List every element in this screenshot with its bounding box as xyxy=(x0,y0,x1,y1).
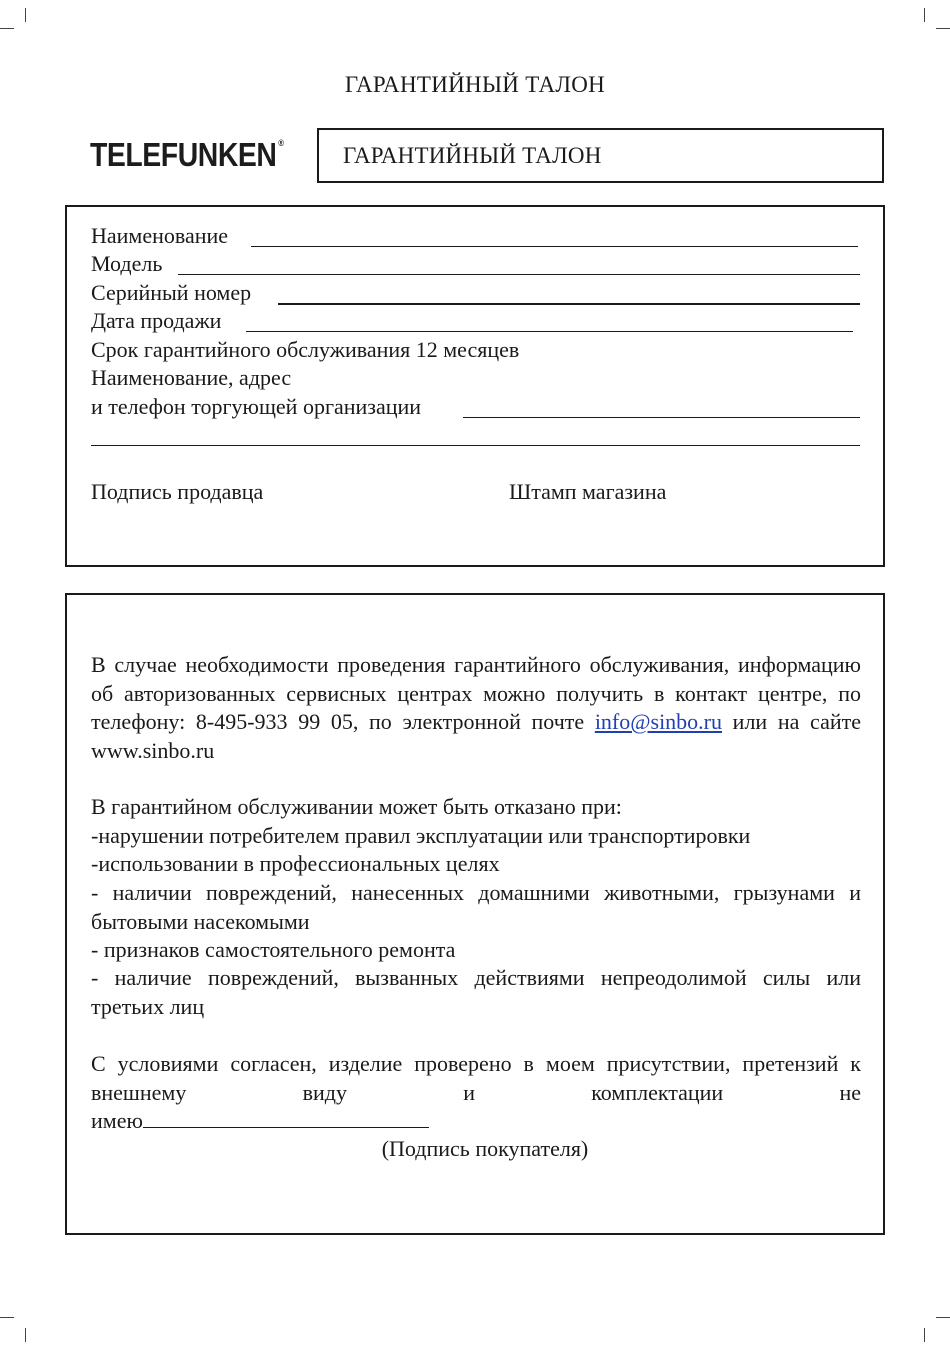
refusal-item: - наличии повреждений, нанесенных домашними животными, грызунами и бытовыми насекомыми xyxy=(91,880,861,934)
org-extra-fill-line[interactable] xyxy=(91,445,860,446)
seller-signature-label: Подпись продавца xyxy=(91,479,264,504)
email-link[interactable]: info@sinbo.ru xyxy=(594,709,723,734)
warranty-period: Срок гарантийного обслуживания 12 месяцев xyxy=(91,337,520,362)
sale-date-fill-line[interactable] xyxy=(246,331,853,332)
crop-mark xyxy=(936,1317,950,1318)
crop-mark xyxy=(924,1328,925,1342)
serial-label: Серийный номер xyxy=(91,280,252,305)
refusal-item: -использовании в профессиональных целях xyxy=(91,851,500,876)
header-box-title: ГАРАНТИЙНЫЙ ТАЛОН xyxy=(343,143,602,168)
refusal-item: -нарушении потребителем правил эксплуатации или транспортировки xyxy=(91,823,751,848)
refusal-item: - признаков самостоятельного ремонта xyxy=(91,937,456,962)
crop-mark xyxy=(25,8,26,22)
name-fill-line[interactable] xyxy=(251,246,858,247)
org-label-line2: и телефон торгующей организации xyxy=(91,394,422,419)
org-label-line1: Наименование, адрес xyxy=(91,365,292,390)
service-text: В случае необходимости проведения гарантийного обслуживания, информацию об авторизованных сервисных центрах можно получить в контакт центре, по телефону: 8-495-933 99 05, по электронной почте xyxy=(91,652,861,734)
model-label: Модель xyxy=(91,251,163,276)
agreement-end: имею xyxy=(91,1108,143,1133)
telefunken-logo xyxy=(90,136,283,174)
refusal-item: - наличие повреждений, вызванных действиями непреодолимой силы или третьих лиц xyxy=(91,965,861,1019)
refusal-heading: В гарантийном обслуживании может быть отказано при: xyxy=(91,794,622,819)
crop-mark xyxy=(25,1328,26,1342)
crop-mark xyxy=(924,8,925,22)
serial-row xyxy=(91,279,860,307)
service-paragraph xyxy=(91,651,861,765)
org-row xyxy=(91,393,860,421)
model-fill-line[interactable] xyxy=(178,274,860,275)
name-label: Наименование xyxy=(91,223,229,248)
logo-text: TELEFUNKEN xyxy=(90,136,277,173)
warranty-form-box xyxy=(65,205,885,567)
buyer-signature-caption: (Подпись покупателя) xyxy=(381,1136,589,1161)
page-title: ГАРАНТИЙНЫЙ ТАЛОН xyxy=(344,72,606,97)
terms-box xyxy=(65,593,885,1235)
serial-fill-line[interactable] xyxy=(278,303,860,305)
crop-mark xyxy=(0,1317,14,1318)
agreement-paragraph: С условиями согласен, изделие проверено в моем присутствии, претензий к внешнему виду и комплектации не xyxy=(91,1051,861,1105)
org-fill-line[interactable] xyxy=(463,417,860,418)
sale-date-row xyxy=(91,307,860,335)
header-box xyxy=(317,128,884,183)
site-text: или на сайте www.sinbo.ru xyxy=(91,709,861,763)
signature-row xyxy=(91,478,860,506)
sale-date-label: Дата продажи xyxy=(91,308,222,333)
name-row xyxy=(91,222,860,250)
model-row xyxy=(91,250,860,278)
registered-mark: ® xyxy=(278,138,284,148)
agreement-end-row xyxy=(91,1107,861,1136)
store-stamp-label: Штамп магазина xyxy=(509,479,667,504)
crop-mark xyxy=(0,28,14,29)
buyer-signature-line[interactable] xyxy=(143,1107,429,1128)
crop-mark xyxy=(936,28,950,29)
